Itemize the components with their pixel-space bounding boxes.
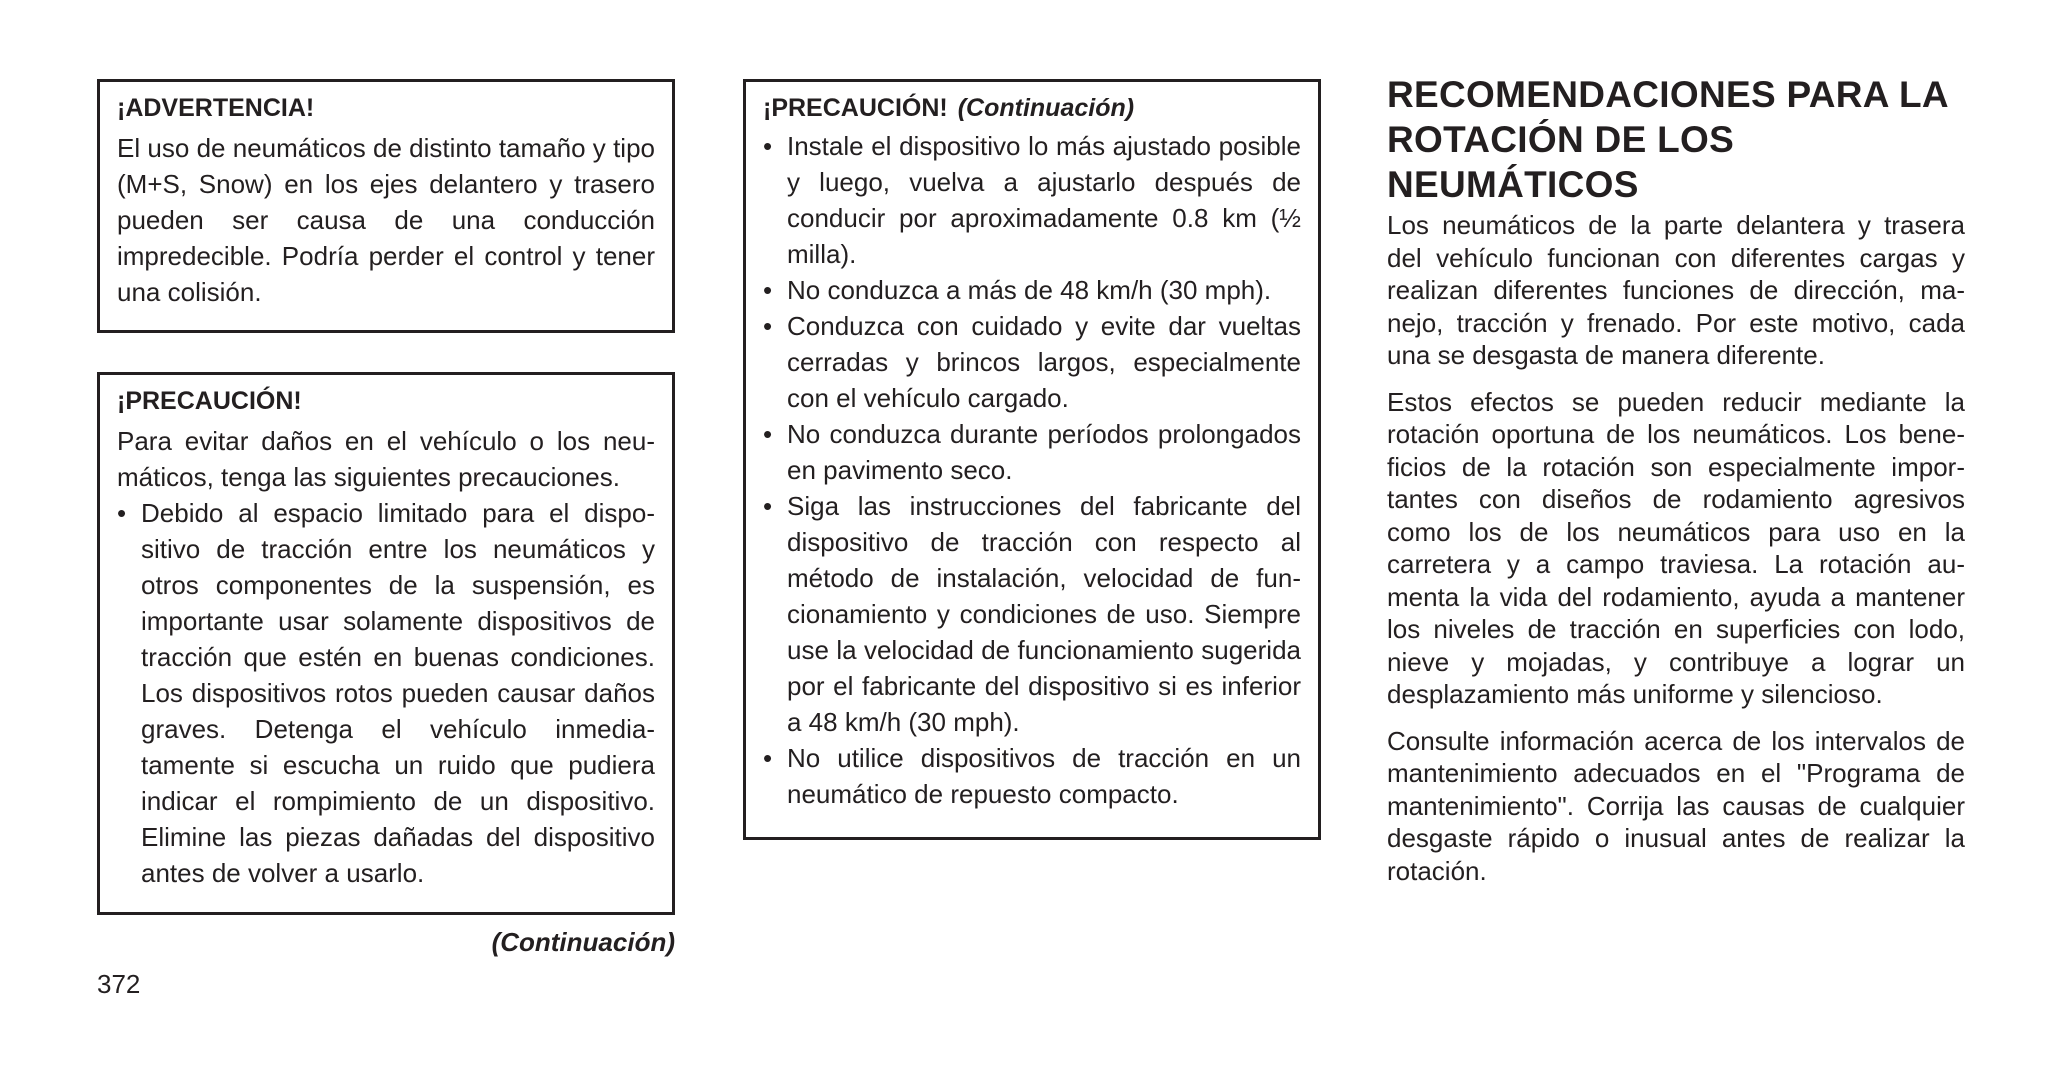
rotation-section [1387,72,1965,901]
bullet-icon: • [117,498,127,528]
warning-title: ¡ADVERTENCIA! [117,94,315,122]
bullet-icon: • [763,419,773,449]
caution-continued-bullet-item [763,128,1301,272]
caution-bullet-text: Debido al espacio limitado para el dispositivo de tracción entre los neumáticos y otros componentes de la suspensión, es importante usar solamente dispositivos de tracción que estén en buenas condiciones. Los dispositivos rotos pueden causar daños graves. Detenga el vehículo inmediatamente si escucha un ruido que pudiera indicar el rompimiento de un dispositivo. Elimine las piezas dañadas del dispositivo antes de volver a usarlo. [141,498,655,888]
caution-intro: Para evitar daños en el vehículo o los neumáticos, tenga las siguientes precauciones. [117,426,655,492]
bullet-icon: • [763,311,773,341]
caution-continued-box [743,79,1321,840]
section-paragraph: Estos efectos se pueden reducir mediante la rotación oportuna de los neumáticos. Los beneficios de la rotación son especialmente importantes con diseños de rodamiento agresivos como los de los neumáticos para uso en la carretera y a campo traviesa. La rotación aumenta la vida del rodamiento, ayuda a mantener los niveles de tracción en superficies con lodo, nieve y mojadas, y contribuye a lograr un desplazamiento más uniforme y silencioso. [1387,386,1965,709]
bullet-icon: • [763,743,773,773]
caution-continued-suffix: (Continuación) [957,94,1135,122]
bullet-icon: • [763,131,773,161]
caution-continued-bullet-text: Siga las instrucciones del fabricante del dispositivo de tracción con respecto al método de instalación, velocidad de funcionamiento y condiciones de uso. Siempre use la velocidad de funcionamiento sugerida por el fabricante del dispositivo si es inferior a 48 km/h (30 mph). [787,491,1301,737]
section-paragraph: Consulte información acerca de los intervalos de mantenimiento adecuados en el "Programa de mantenimiento". Corrija las causas de cualquier desgaste rápido o inusual antes de realizar la rotación. [1387,725,1965,886]
caution-continued-title [763,90,1301,126]
caution-continued-bullet-list [763,128,1301,812]
caution-continued-bullet-text: No conduzca a más de 48 km/h (30 mph). [787,275,1272,305]
section-heading: RECOMENDACIONES PARA LA ROTACIÓN DE LOS NEUMÁTICOS [1387,74,1948,205]
caution-continued-bullet-item [763,488,1301,740]
caution-bullet-item [117,495,655,891]
caution-continued-bullet-text: Instale el dispositivo lo más ajustado posible y luego, vuelva a ajustarlo después de conducir por aproximadamente 0.8 km (½ milla). [787,131,1301,269]
caution-continued-bullet-text: No utilice dispositivos de tracción en un neumático de repuesto compacto. [787,743,1301,809]
bullet-icon: • [763,491,773,521]
section-paragraph: Los neumáticos de la parte delantera y trasera del vehículo funcionan con diferentes cargas y realizan diferentes funciones de dirección, manejo, tracción y frenado. Por este motivo, cada una se desgasta de manera diferente. [1387,210,1965,370]
caution-bullet-list [117,495,655,891]
caution-continued-bullet-item [763,308,1301,416]
bullet-icon: • [763,275,773,305]
caution-box [97,372,675,915]
caution-continued-title-text: ¡PRECAUCIÓN! [763,94,948,122]
warning-text: El uso de neumáticos de distinto tamaño y tipo (M+S, Snow) en los ejes delantero y trasero pueden ser causa de una conducción impredecible. Podría perder el control y tener una colisión. [117,133,655,307]
caution-continued-bullet-text: No conduzca durante períodos prolongados en pavimento seco. [787,419,1301,485]
page-number: 372 [97,969,141,999]
warning-box [97,79,675,333]
caution-continued-bullet-item [763,740,1301,812]
caution-continued-bullet-text: Conduzca con cuidado y evite dar vueltas cerradas y brincos largos, especialmente con el vehículo cargado. [787,311,1301,413]
caution-continued-bullet-item [763,416,1301,488]
caution-title: ¡PRECAUCIÓN! [117,387,302,415]
caution-continued-bullet-item [763,272,1301,308]
continuation-label: (Continuación) [491,927,675,957]
